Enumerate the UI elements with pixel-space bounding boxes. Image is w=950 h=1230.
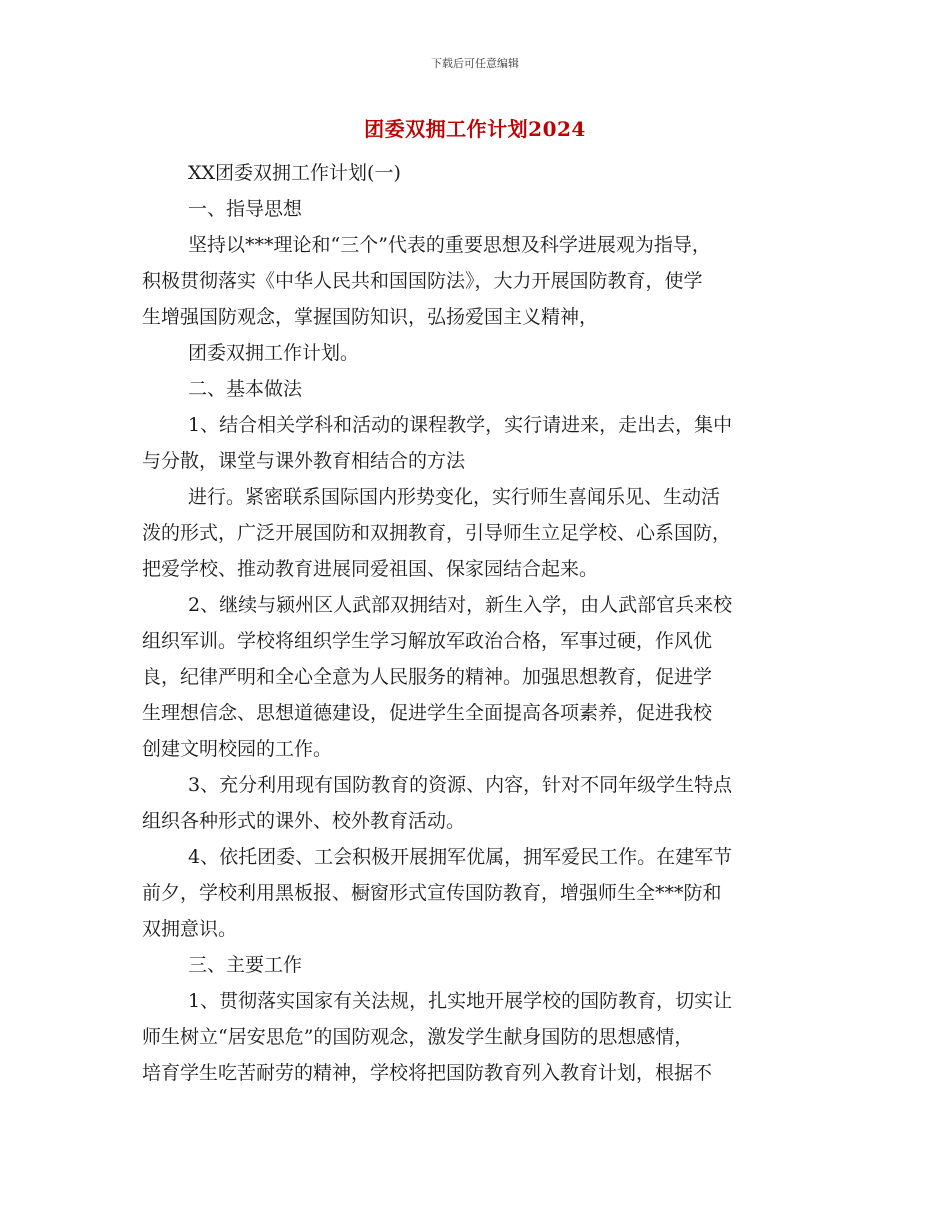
paragraph-line: 创建文明校园的工作。 bbox=[142, 738, 333, 760]
paragraph-line: 2、继续与颍州区人武部双拥结对，新生入学，由人武部官兵来校 bbox=[188, 594, 733, 616]
paragraph-line: 把爱学校、推动教育进展同爱祖国、保家园结合起来。 bbox=[142, 558, 599, 580]
document-title: 团委双拥工作计划2024 bbox=[364, 117, 586, 141]
paragraph-line: 1、贯彻落实国家有关法规，扎实地开展学校的国防教育，切实让 bbox=[188, 990, 733, 1012]
paragraph-line: 3、充分利用现有国防教育的资源、内容，针对不同年级学生特点 bbox=[188, 774, 733, 796]
document-body bbox=[142, 155, 810, 1091]
paragraph-line: 团委双拥工作计划。 bbox=[188, 342, 360, 364]
paragraph-line: 双拥意识。 bbox=[142, 918, 238, 940]
paragraph-line: 组织各种形式的课外、校外教育活动。 bbox=[142, 810, 466, 832]
paragraph-line: 1、结合相关学科和活动的课程教学，实行请进来，走出去，集中 bbox=[188, 414, 733, 436]
paragraph-line: 良，纪律严明和全心全意为人民服务的精神。加强思想教育，促进学 bbox=[142, 666, 713, 688]
section-heading: 二、基本做法 bbox=[188, 378, 303, 400]
section-heading: 三、主要工作 bbox=[188, 954, 303, 976]
paragraph-line: 生增强国防观念，掌握国防知识，弘扬爱国主义精神， bbox=[142, 306, 599, 328]
paragraph-line: 4、依托团委、工会积极开展拥军优属，拥军爱民工作。在建军节 bbox=[188, 846, 733, 868]
section-heading: 一、指导思想 bbox=[188, 198, 303, 220]
paragraph-line: 进行。紧密联系国际国内形势变化，实行师生喜闻乐见、生动活 bbox=[188, 486, 721, 508]
paragraph-line: 前夕，学校利用黑板报、橱窗形式宣传国防教育，增强师生全***防和 bbox=[142, 882, 722, 904]
paragraph-line: 与分散，课堂与课外教育相结合的方法 bbox=[142, 450, 466, 472]
paragraph-line: 泼的形式，广泛开展国防和双拥教育，引导师生立足学校、心系国防， bbox=[142, 522, 732, 544]
paragraph-line: 积极贯彻落实《中华人民共和国国防法》，大力开展国防教育，使学 bbox=[142, 270, 703, 292]
paragraph-line: 组织军训。学校将组织学生学习解放军政治合格，军事过硬，作风优 bbox=[142, 630, 713, 652]
section-line: XX团委双拥工作计划(一) bbox=[188, 162, 401, 184]
paragraph-line: 培育学生吃苦耐劳的精神，学校将把国防教育列入教育计划，根据不 bbox=[142, 1062, 713, 1084]
paragraph-line: 坚持以***理论和“三个”代表的重要思想及科学进展观为指导， bbox=[188, 234, 711, 256]
header-note: 下载后可任意编辑 bbox=[431, 57, 519, 70]
paragraph-line: 生理想信念、思想道德建设，促进学生全面提高各项素养，促进我校 bbox=[142, 702, 713, 724]
paragraph-line: 师生树立“居安思危”的国防观念，激发学生献身国防的思想感情， bbox=[142, 1026, 694, 1048]
